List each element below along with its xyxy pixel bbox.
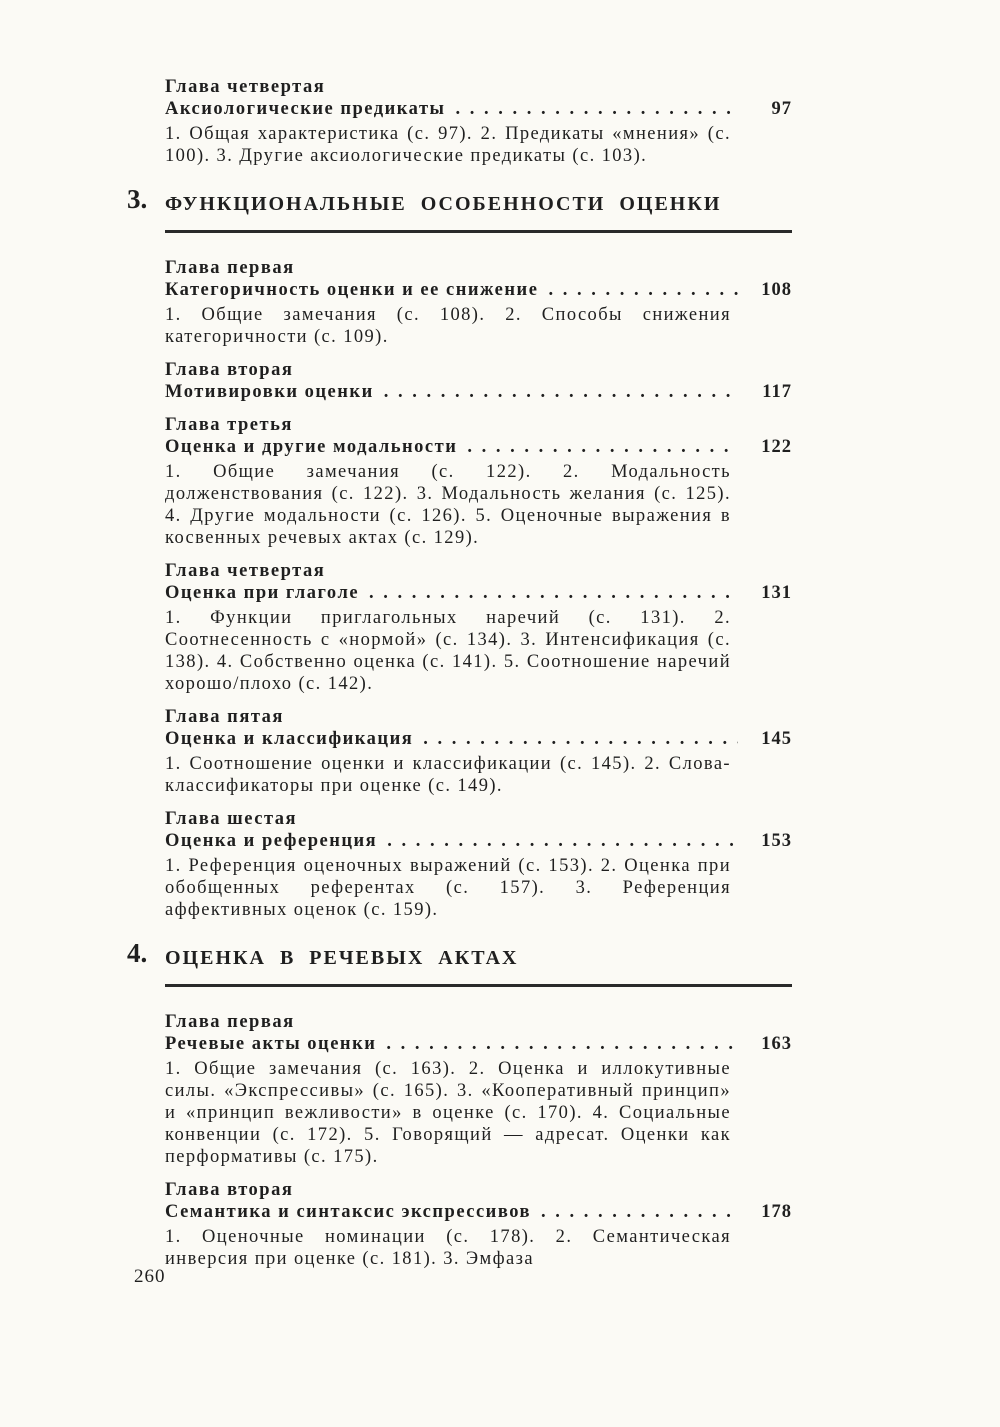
chapter-page-number: 122 <box>761 437 792 457</box>
chapter-label: Глава первая <box>165 1012 295 1032</box>
dot-leader <box>386 1033 738 1055</box>
chapter-page-number: 117 <box>762 382 792 402</box>
chapter-title-line <box>165 582 792 604</box>
chapter-entry <box>165 414 792 549</box>
chapter-label: Глава пятая <box>165 707 284 727</box>
chapter-title: Оценка и другие модальности <box>165 437 458 457</box>
dot-leader <box>369 582 738 604</box>
chapter-title-line <box>165 381 792 403</box>
chapter-description: 1. Общие замечания (с. 108). 2. Способы снижения категоричности (с. 109). <box>165 305 731 347</box>
chapter-label: Глава четвертая <box>165 77 326 97</box>
chapter-description: 1. Функции приглагольных наречий (с. 131). 2. Соотнесенность с «нормой» (с. 134). 3. Интенсификация (с. 138). 4. Собственно оценка (с. 141). 5. Соотношение наречий хорошо/плохо (с. 142). <box>165 608 731 694</box>
chapter-title-line <box>165 728 792 750</box>
section-title: ОЦЕНКА В РЕЧЕВЫХ АКТАХ <box>165 947 519 969</box>
chapter-title-line <box>165 1201 792 1223</box>
chapter-title: Мотивировки оценки <box>165 382 374 402</box>
chapter-page-number: 97 <box>771 99 792 119</box>
chapter-page-number: 108 <box>761 280 792 300</box>
section-title: ФУНКЦИОНАЛЬНЫЕ ОСОБЕННОСТИ ОЦЕНКИ <box>165 193 722 215</box>
chapter-title: Речевые акты оценки <box>165 1034 377 1054</box>
chapter-page-number: 145 <box>761 729 792 749</box>
chapter-label: Глава четвертая <box>165 561 326 581</box>
chapter-entry <box>165 257 792 348</box>
chapter-label: Глава вторая <box>165 1180 294 1200</box>
chapter-title-line <box>165 830 792 852</box>
dot-leader <box>467 436 738 458</box>
chapter-title: Категоричность оценки и ее снижение <box>165 280 539 300</box>
chapter-description: 1. Соотношение оценки и классификации (с. 145). 2. Слова-классификаторы при оценке (с. 149). <box>165 754 731 796</box>
chapter-description: 1. Общая характеристика (с. 97). 2. Предикаты «мнения» (с. 100). 3. Другие аксиологические предикаты (с. 103). <box>165 124 731 166</box>
chapter-label: Глава шестая <box>165 809 298 829</box>
chapter-page-number: 131 <box>761 583 792 603</box>
dot-leader <box>384 381 738 403</box>
section-header <box>127 938 792 987</box>
chapter-title-line <box>165 436 792 458</box>
chapter-title: Оценка и классификация <box>165 729 414 749</box>
chapter-title-line <box>165 279 792 301</box>
chapter-page-number: 163 <box>761 1034 792 1054</box>
chapter-label: Глава третья <box>165 415 293 435</box>
chapter-description: 1. Референция оценочных выражений (с. 153). 2. Оценка при обобщенных референтах (с. 157). 3. Референция аффективных оценок (с. 159). <box>165 856 731 920</box>
chapter-title: Оценка при глаголе <box>165 583 360 603</box>
chapter-page-number: 153 <box>761 831 792 851</box>
chapter-title-line <box>165 98 792 120</box>
dot-leader <box>387 830 738 852</box>
chapter-entry <box>165 1179 792 1270</box>
section-number: 3. <box>127 184 148 214</box>
chapter-title-line <box>165 1033 792 1055</box>
chapter-entry <box>165 560 792 695</box>
chapter-entry <box>165 1011 792 1168</box>
section-number: 4. <box>127 938 148 968</box>
chapter-entry <box>165 76 792 167</box>
chapter-title: Аксиологические предикаты <box>165 99 446 119</box>
chapter-entry <box>165 808 792 921</box>
chapter-title: Семантика и синтаксис экспрессивов <box>165 1202 531 1222</box>
chapter-description: 1. Оценочные номинации (с. 178). 2. Семантическая инверсия при оценке (с. 181). 3. Эмфаза <box>165 1227 731 1269</box>
dot-leader <box>423 728 738 750</box>
chapter-entry <box>165 706 792 797</box>
chapter-title: Оценка и референция <box>165 831 378 851</box>
dot-leader <box>541 1201 738 1223</box>
chapter-label: Глава вторая <box>165 360 294 380</box>
section-header <box>127 184 792 233</box>
footer-page-number: 260 <box>134 1266 166 1287</box>
chapter-description: 1. Общие замечания (с. 163). 2. Оценка и иллокутивные силы. «Экспрессивы» (с. 165). 3. «Кооперативный принцип» и «принцип вежливости» в оценке (с. 170). 4. Социальные конвенции (с. 172). 5. Говорящий — адресат. Оценки как перформативы (с. 175). <box>165 1059 731 1167</box>
chapter-entry <box>165 359 792 403</box>
dot-leader <box>548 279 738 301</box>
dot-leader <box>455 98 738 120</box>
chapter-description: 1. Общие замечания (с. 122). 2. Модальность долженствования (с. 122). 3. Модальность желания (с. 125). 4. Другие модальности (с. 126). 5. Оценочные выражения в косвенных речевых актах (с. 129). <box>165 462 731 548</box>
chapter-page-number: 178 <box>761 1202 792 1222</box>
chapter-label: Глава первая <box>165 258 295 278</box>
